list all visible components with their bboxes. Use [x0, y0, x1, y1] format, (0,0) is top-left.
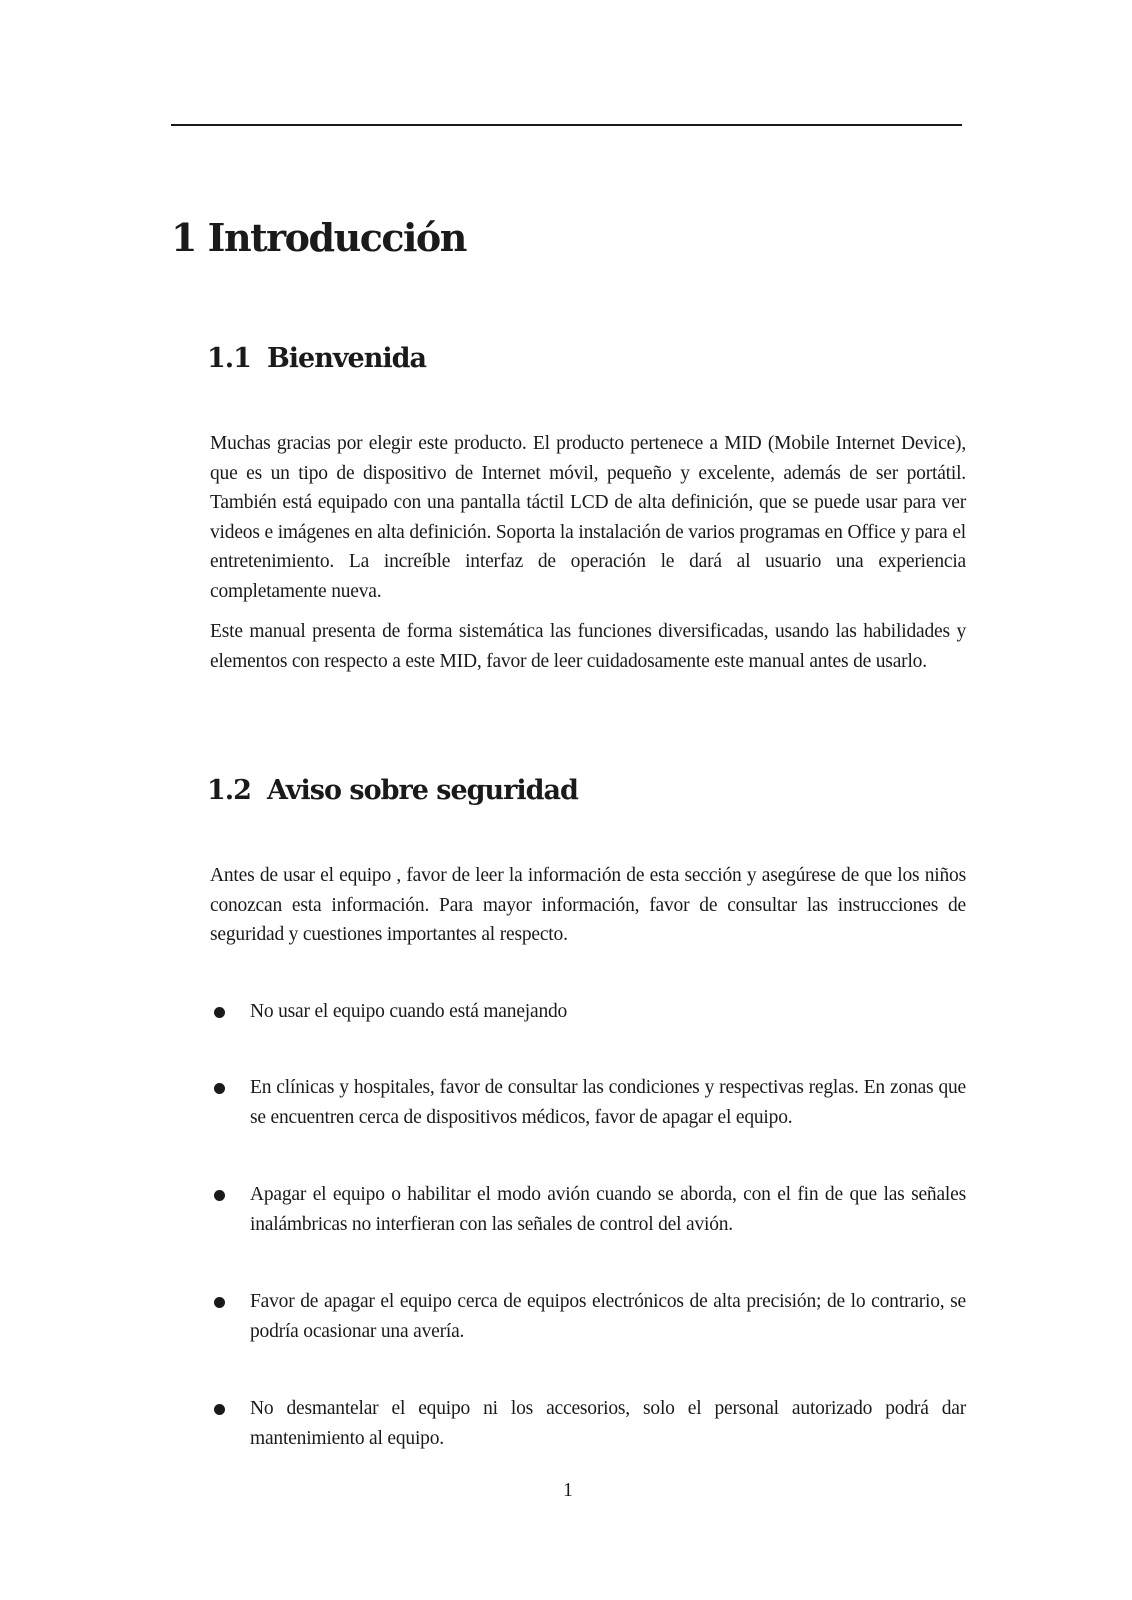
section-title: Bienvenida	[266, 343, 426, 374]
list-item-text: Apagar el equipo o habilitar el modo avión cuando se aborda, con el fin de que las señales inalámbricas no interfieran con las señales de control del avión.	[250, 1184, 966, 1235]
bullet-icon	[214, 1297, 225, 1308]
section-number: 1.1	[207, 343, 251, 374]
bullet-icon	[214, 1404, 225, 1415]
chapter-title: 1 Introducción	[171, 215, 466, 260]
section-title: Aviso sobre seguridad	[266, 775, 578, 806]
bullet-icon	[214, 1007, 225, 1018]
list-item-text: No usar el equipo cuando está manejando	[250, 1001, 568, 1022]
bullet-icon	[214, 1083, 225, 1094]
list-item-text: No desmantelar el equipo ni los accesorios, solo el personal autorizado podrá dar mantenimiento al equipo.	[250, 1398, 966, 1449]
section-number: 1.2	[207, 775, 251, 806]
section-heading-bienvenida	[207, 343, 426, 375]
list-item-text: Favor de apagar el equipo cerca de equipos electrónicos de alta precisión; de lo contrario, se podría ocasionar una avería.	[250, 1291, 966, 1342]
list-item	[210, 997, 966, 1027]
section-heading-aviso-seguridad	[207, 775, 578, 807]
list-item	[210, 1073, 966, 1132]
list-item	[210, 1287, 966, 1346]
list-item	[210, 1180, 966, 1239]
list-item-text: En clínicas y hospitales, favor de consultar las condiciones y respectivas reglas. En zonas que se encuentren cerca de dispositivos médicos, favor de apagar el equipo.	[250, 1077, 966, 1128]
list-item	[210, 1394, 966, 1453]
paragraph: Este manual presenta de forma sistemática las funciones diversificadas, usando las habilidades y elementos con respecto a este MID, favor de leer cuidadosamente este manual antes de usarlo.	[210, 621, 966, 672]
header-rule	[171, 124, 962, 126]
page-number: 1	[563, 1480, 573, 1501]
bullet-icon	[214, 1190, 225, 1201]
paragraph: Antes de usar el equipo , favor de leer la información de esta sección y asegúrese de que los niños conozcan esta información. Para mayor información, favor de consultar las instrucciones de seguridad y cuestiones importantes al respecto.	[210, 865, 966, 945]
paragraph: Muchas gracias por elegir este producto. El producto pertenece a MID (Mobile Internet Device), que es un tipo de dispositivo de Internet móvil, pequeño y excelente, además de ser portátil. También está equipado con una pantalla táctil LCD de alta definición, que se puede usar para ver videos e imágenes en alta definición. Soporta la instalación de varios programas en Office y para el entretenimiento. La increíble interfaz de operación le dará al usuario una experiencia completamente nueva.	[210, 433, 966, 602]
